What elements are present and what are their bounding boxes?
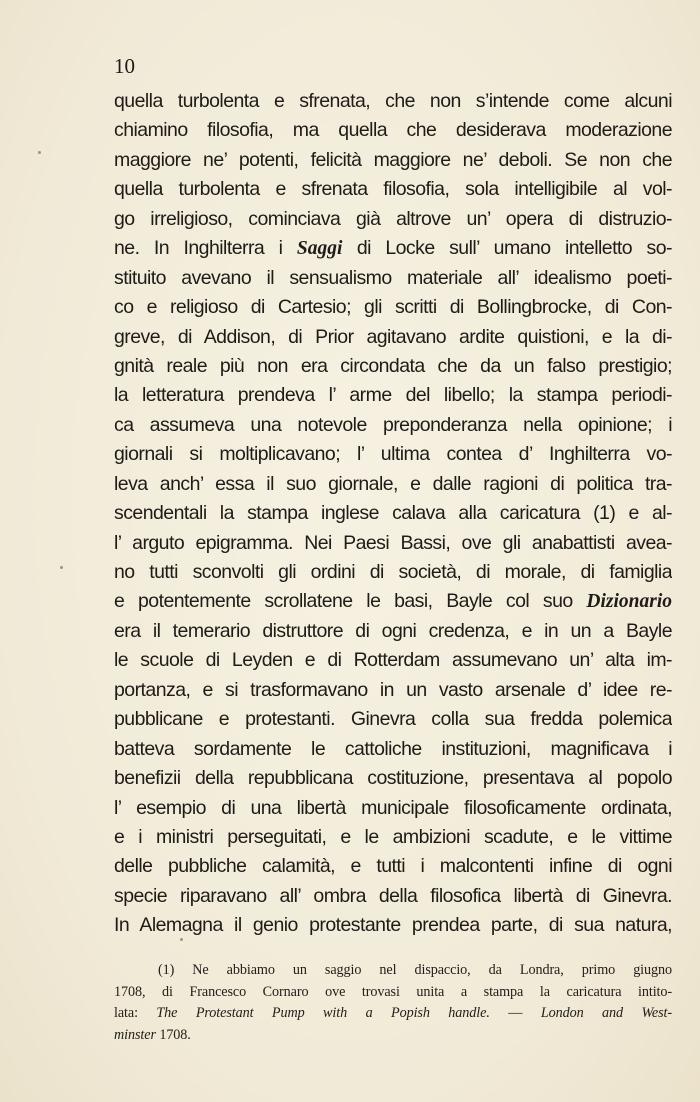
text-segment: portanza, e si trasformavano in un vasto arsenale d’ idee re- xyxy=(114,678,672,701)
text-line xyxy=(114,323,672,352)
footnote-segment: lata: xyxy=(114,1005,157,1021)
footnote-italic: minster xyxy=(114,1026,156,1043)
text-segment: e i ministri perseguitati, e le ambizioni scadute, e le vittime xyxy=(114,825,672,848)
text-line xyxy=(114,676,672,705)
text-line xyxy=(114,116,672,145)
text-line xyxy=(114,911,672,940)
text-segment: era il temerario distruttore di ogni credenza, e in un a Bayle xyxy=(114,619,672,642)
text-segment: gnità reale più non era circondata che da un falso prestigio; xyxy=(114,354,672,377)
text-segment: greve, di Addison, di Prior agitavano ardite quistioni, e la di- xyxy=(114,325,672,348)
footnote-segment: (1) Ne abbiamo un saggio nel dispaccio, da Londra, primo giugno xyxy=(158,962,672,978)
text-line xyxy=(114,264,672,293)
text-segment: ca assumeva una notevole preponderanza nella opinione; i xyxy=(114,413,672,436)
italic-title: Dizionario xyxy=(586,591,672,613)
text-line xyxy=(114,558,672,587)
text-line xyxy=(114,205,672,234)
text-segment: co e religioso di Cartesio; gli scritti di Bollingbrocke, di Con- xyxy=(114,296,672,319)
text-line xyxy=(114,735,672,764)
text-segment: ne. In Inghilterra i xyxy=(114,237,297,260)
text-line xyxy=(114,87,672,116)
paper-speck xyxy=(180,938,183,941)
text-line xyxy=(114,852,672,881)
text-line xyxy=(114,411,672,440)
text-segment: go irreligioso, cominciava già altrove un’ opera di distruzio- xyxy=(114,207,672,230)
text-segment: In Alemagna il genio protestante prendea parte, di sua natura, xyxy=(114,914,672,937)
text-segment: batteva sordamente le cattoliche instituzioni, magnificava i xyxy=(114,737,672,760)
text-line xyxy=(114,794,672,823)
footnote xyxy=(114,960,672,1046)
text-line xyxy=(114,823,672,852)
text-segment: la letteratura prendeva l’ arme del libello; la stampa periodi- xyxy=(114,384,672,407)
page-number: 10 xyxy=(114,54,135,78)
paper-speck xyxy=(38,151,41,154)
text-line xyxy=(114,764,672,793)
text-line xyxy=(114,352,672,381)
text-segment: l’ arguto epigramma. Nei Paesi Bassi, ove gli anabattisti avea- xyxy=(114,531,672,554)
text-line xyxy=(114,175,672,204)
text-line xyxy=(114,617,672,646)
text-line xyxy=(114,499,672,528)
footnote-segment: 1708, di Francesco Cornaro ove trovasi unita a stampa la caricatura intito- xyxy=(114,983,672,1000)
text-line xyxy=(114,587,672,616)
text-segment: e potentemente scrollatene le basi, Bayle col suo xyxy=(114,590,587,613)
footnote-italic: The Protestant Pump with a Popish handle. xyxy=(156,1005,490,1021)
italic-title: Saggi xyxy=(296,238,343,260)
text-segment: quella turbolenta e sfrenata filosofia, sola intelligibile al vol- xyxy=(114,178,672,201)
text-segment: specie riparavano all’ ombra della filosofica libertà di Ginevra. xyxy=(114,884,672,907)
text-line xyxy=(114,381,672,410)
text-line xyxy=(114,529,672,558)
text-line xyxy=(114,882,672,911)
text-line xyxy=(114,646,672,675)
text-segment: giornali si moltiplicavano; l’ ultima contea d’ Inghilterra vo- xyxy=(114,443,672,466)
text-segment: pubblicane e protestanti. Ginevra colla sua fredda polemica xyxy=(114,708,672,731)
text-segment: stituito avevano il sensualismo materiale all’ idealismo poeti- xyxy=(114,266,672,289)
paper-speck xyxy=(60,566,63,569)
text-line xyxy=(114,440,672,469)
text-line xyxy=(114,234,672,263)
text-segment: benefizii della repubblicana costituzione, presentava al popolo xyxy=(114,767,672,790)
text-segment: maggiore ne’ potenti, felicità maggiore ne’ deboli. Se non che xyxy=(114,148,672,171)
text-line xyxy=(114,293,672,322)
text-segment: le scuole di Leyden e di Rotterdam assumevano un’ alta im- xyxy=(114,649,672,672)
text-segment: di Locke sull’ umano intelletto so- xyxy=(342,237,672,260)
body-text xyxy=(114,87,672,941)
text-segment: no tutti sconvolti gli ordini di società, di morale, di famiglia xyxy=(114,561,672,583)
text-line xyxy=(114,470,672,499)
text-segment: delle pubbliche calamità, e tutti i malcontenti infine di ogni xyxy=(114,855,672,878)
footnote-line xyxy=(114,982,672,1004)
text-line xyxy=(114,705,672,734)
text-line xyxy=(114,146,672,175)
footnote-line xyxy=(114,1025,672,1047)
text-segment: scendentali la stampa inglese calava alla caricatura (1) e al- xyxy=(114,502,672,525)
text-segment: l’ esempio di una libertà municipale filosoficamente ordinata, xyxy=(114,796,672,819)
footnote-segment: 1708. xyxy=(155,1026,191,1043)
text-segment: quella turbolenta e sfrenata, che non s’intende come alcuni xyxy=(114,90,672,112)
text-segment: leva anch’ essa il suo giornale, e dalle ragioni di politica tra- xyxy=(114,472,672,495)
footnote-line xyxy=(114,1003,672,1025)
footnote-italic: London and West- xyxy=(540,1005,672,1021)
text-segment: chiamino filosofia, ma quella che desiderava moderazione xyxy=(114,119,672,142)
footnote-segment: — xyxy=(489,1005,541,1021)
footnote-line xyxy=(114,960,672,982)
